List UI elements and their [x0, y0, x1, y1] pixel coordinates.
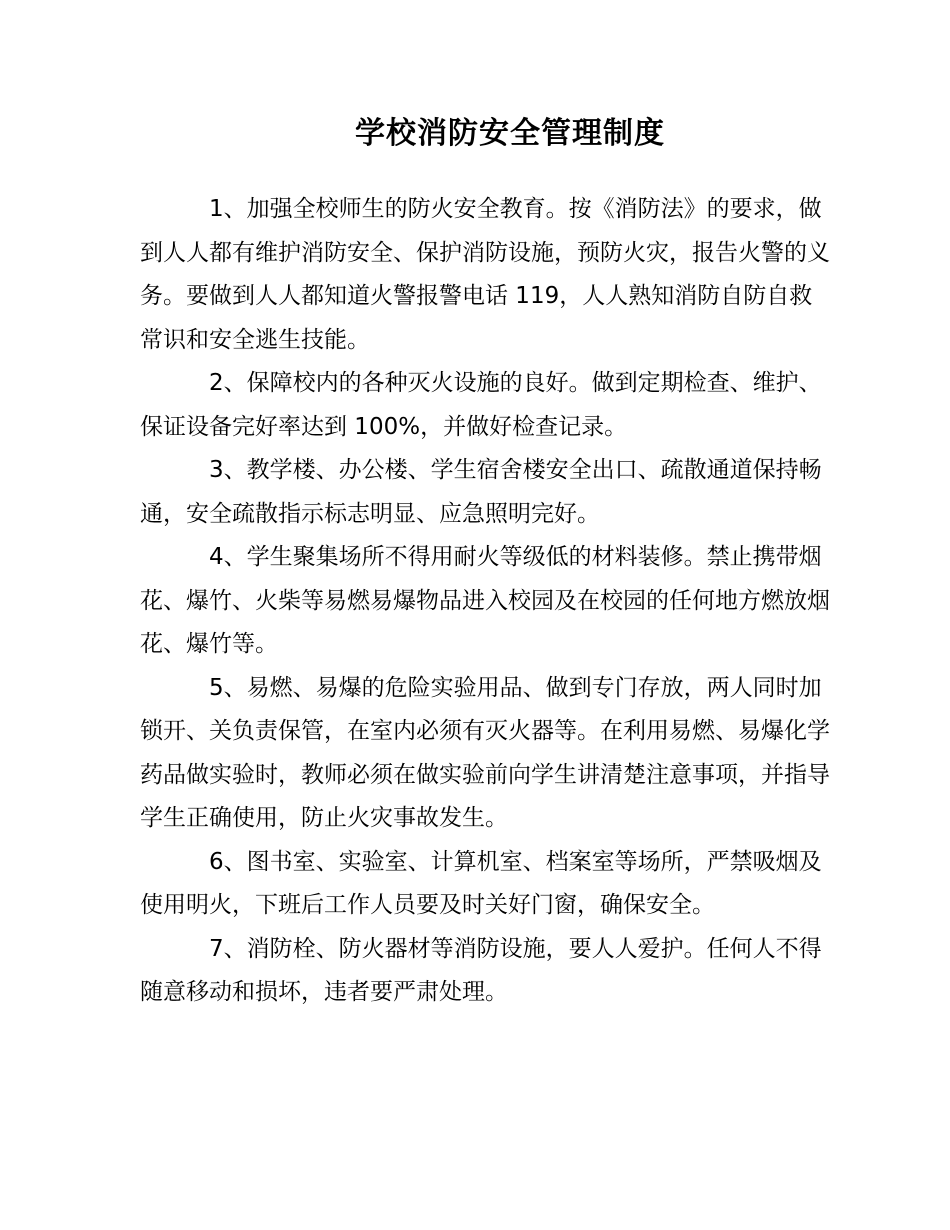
paragraph-5: 5、易燃、易爆的危险实验用品、做到专门存放，两人同时加锁开、关负责保管，在室内必须有灭火器等。在利用易燃、易爆化学药品做实验时，教师必须在做实验前向学生讲清楚注意事项，并指导学生正确使用，防止火灾事故发生。: [140, 674, 830, 831]
document-title: 学校消防安全管理制度: [355, 116, 665, 151]
paragraph-7: 7、消防栓、防火器材等消防设施，要人人爱护。任何人不得随意移动和损坏，违者要严肃处理。: [140, 935, 822, 1005]
paragraph-1: 1、加强全校师生的防火安全教育。按《消防法》的要求，做到人人都有维护消防安全、保护消防设施，预防火灾，报告火警的义务。要做到人人都知道火警报警电话 119，人人熟知消防自防自救常识和安全逃生技能。: [140, 196, 830, 353]
paragraph-4: 4、学生聚集场所不得用耐火等级低的材料装修。禁止携带烟花、爆竹、火柴等易燃易爆物品进入校园及在校园的任何地方燃放烟花、爆竹等。: [140, 544, 830, 657]
paragraph-3: 3、教学楼、办公楼、学生宿舍楼安全出口、疏散通道保持畅通，安全疏散指示标志明显、应急照明完好。: [140, 457, 822, 527]
document-body: [140, 188, 830, 1015]
paragraph-6: 6、图书室、实验室、计算机室、档案室等场所，严禁吸烟及使用明火，下班后工作人员要及时关好门窗，确保安全。: [140, 848, 822, 918]
paragraph-2: 2、保障校内的各种灭火设施的良好。做到定期检查、维护、保证设备完好率达到 100%，并做好检查记录。: [140, 370, 822, 440]
